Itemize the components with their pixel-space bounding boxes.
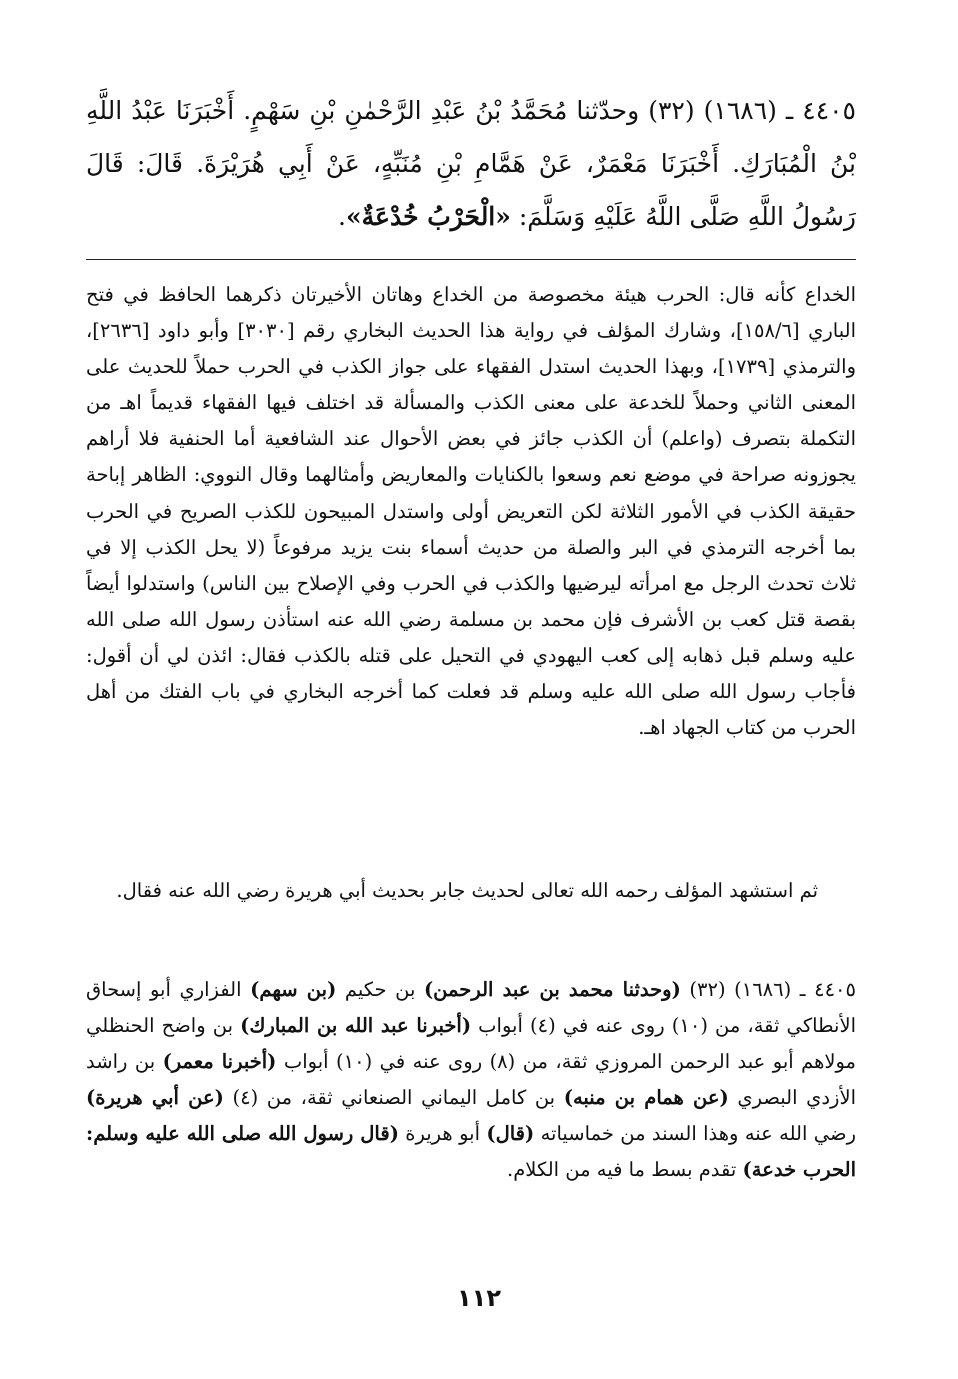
page-number: ١١٢ [457, 1284, 501, 1312]
commentary-paragraph: الخداع كأنه قال: الحرب هيئة مخصوصة من الخداع وهاتان الأخيرتان ذكرهما الحافظ في فتح الباري [١٥٨/٦]، وشارك المؤلف في رواية هذا الحديث البخاري رقم [٣٠٣٠] وأبو داود [٢٦٣٦]، والترمذي [١٧٣٩]، وبهذا الحديث استدل الفقهاء على جواز الكذب في الحرب حملاً للحديث على المعنى الثاني وحملاً للخدعة على معنى الكذب والمسألة قد اختلف فيها الفقهاء قديماً اهـ من التكملة بتصرف (واعلم) أن الكذب جائز في بعض الأحوال عند الشافعية أما الحنفية فلا أراهم يجوزونه صراحة في موضع نعم وسعوا بالكنايات والمعاريض وأمثالهما وقال النووي: الظاهر إباحة حقيقة الكذب في الأمور الثلاثة لكن التعريض أولى واستدل المبيحون للكذب الصريح في الحرب بما أخرجه الترمذي في البر والصلة من حديث أسماء بنت يزيد مرفوعاً (لا يحل الكذب إلا في ثلاث تحدث الرجل مع امرأته ليرضيها والكذب في الحرب وفي الإصلاح بين الناس) واستدلوا أيضاً بقصة قتل كعب بن الأشرف فإن محمد بن مسلمة رضي الله عنه استأذن رسول الله صلى الله عليه وسلم قبل ذهابه إلى كعب اليهودي في التحيل على قتله بالكذب فقال: ائذن لي أن أقول: فأجاب رسول الله صلى الله عليه وسلم قد فعلت كما أخرجه البخاري في باب الفتك من أهل الحرب من كتاب الجهاد اهـ. [86, 283, 856, 740]
hadith-text [86, 84, 856, 243]
hadith-end: . [338, 202, 346, 231]
sharh-segment: أبو هريرة [398, 1122, 487, 1145]
sharh-segment: بن حكيم [336, 978, 424, 1001]
hadith-body: وحدّثنا مُحَمَّدُ بْنُ عَبْدِ الرَّحْمٰنِ بْنِ سَهْمٍ. أَخْبَرَنَا عَبْدُ اللَّهِ بْنُ الْمُبَارَكِ. أَخْبَرَنَا مَعْمَرٌ، عَنْ هَمَّامِ بْنِ مُنَبِّهٍ، عَنْ أَبِي هُرَيْرَةَ. قَالَ: قَالَ رَسُولُ اللَّهِ صَلَّى اللَّهُ عَلَيْهِ وَسَلَّمَ: [86, 96, 856, 231]
sharh-segment: تقدم بسط ما فيه من الكلام. [507, 1158, 743, 1181]
sharh-bold-narrator: (أخبرنا معمر) [162, 1050, 277, 1073]
footnote-divider [86, 259, 856, 260]
sharh-bold-narrator: (أخبرنا عبد الله بن المبارك) [240, 1014, 472, 1037]
sharh-segment: رضي الله عنه وهذا السند من خماسياته [534, 1122, 856, 1145]
sharh-segment: بن راشد الأزدي البصري [86, 1050, 857, 1109]
sharh-bold-narrator: (عن همام بن منبه) [563, 1086, 729, 1109]
sharh-segment: الفزاري أبو إسحاق الأنطاكي ثقة، من (١٠) روى عنه في (٤) أبواب [86, 978, 857, 1037]
sharh-segment: بن واضح الحنظلي مولاهم أبو عبد الرحمن المروزي ثقة، من (٨) روى عنه في (١٠) أبواب [86, 1014, 857, 1073]
sharh-paragraph [86, 972, 856, 1188]
hadith-number: ٤٤٠٥ ـ (١٦٨٦) (٣٢) [648, 96, 856, 125]
sharh-bold-narrator: (قال) [486, 1122, 535, 1145]
hadith-quote: «الْحَرْبُ خُدْعَةٌ» [346, 202, 511, 231]
sharh-segment: بن كامل اليماني الصنعاني ثقة، من (٤) [223, 1086, 564, 1109]
sharh-bold-matn: (قال رسول الله صلى الله عليه وسلم: الحرب خدعة) [86, 1122, 856, 1181]
sharh-bold-narrator: (عن أبي هريرة) [86, 1086, 224, 1109]
sharh-segment: ٤٤٠٥ ـ (١٦٨٦) (٣٢) [680, 978, 856, 1001]
sharh-bold-narrator: (وحدثنا محمد بن عبد الرحمن) [423, 978, 681, 1001]
sharh-bold-narrator: (بن سهم) [250, 978, 337, 1001]
transition-paragraph: ثم استشهد المؤلف رحمه الله تعالى لحديث جابر بحديث أبي هريرة رضي الله عنه فقال. [116, 879, 818, 902]
